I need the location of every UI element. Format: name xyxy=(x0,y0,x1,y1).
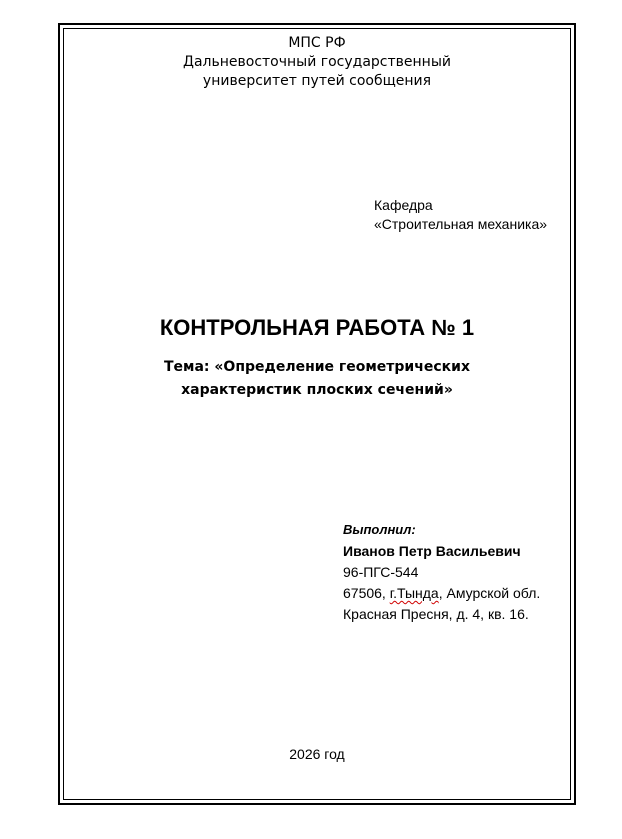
department-name: «Строительная механика» xyxy=(374,216,548,232)
address-city: г.Тында xyxy=(389,585,439,601)
address-line-2: Красная Пресня, д. 4, кв. 16. xyxy=(343,606,529,622)
student-group: 96-ПГС-544 xyxy=(343,564,419,580)
performed-by-label: Выполнил: xyxy=(343,522,416,537)
address-region: Амурской обл. xyxy=(446,585,541,601)
university-line-1: Дальневосточный государственный xyxy=(183,54,451,70)
topic-line-2: характеристик плоских сечений» xyxy=(181,382,453,398)
topic-line-1: Тема: «Определение геометрических xyxy=(163,359,470,375)
author-name: Иванов Петр Васильевич xyxy=(343,543,521,559)
document-year: 2026 год xyxy=(289,746,345,762)
address-line-1: 67506, г.Тында, Амурской обл. xyxy=(343,585,541,601)
university-header xyxy=(63,34,571,91)
university-line-2: университет путей сообщения xyxy=(202,73,432,89)
page-border-inner xyxy=(63,28,571,800)
author-block xyxy=(343,520,540,625)
document-title: КОНТРОЛЬНАЯ РАБОТА № 1 xyxy=(159,315,475,340)
department-label: Кафедра xyxy=(374,197,433,213)
department-block xyxy=(374,196,547,234)
topic-block xyxy=(63,356,571,402)
address-zip: 67506, xyxy=(343,585,386,601)
ministry-line: МПС РФ xyxy=(288,35,346,51)
